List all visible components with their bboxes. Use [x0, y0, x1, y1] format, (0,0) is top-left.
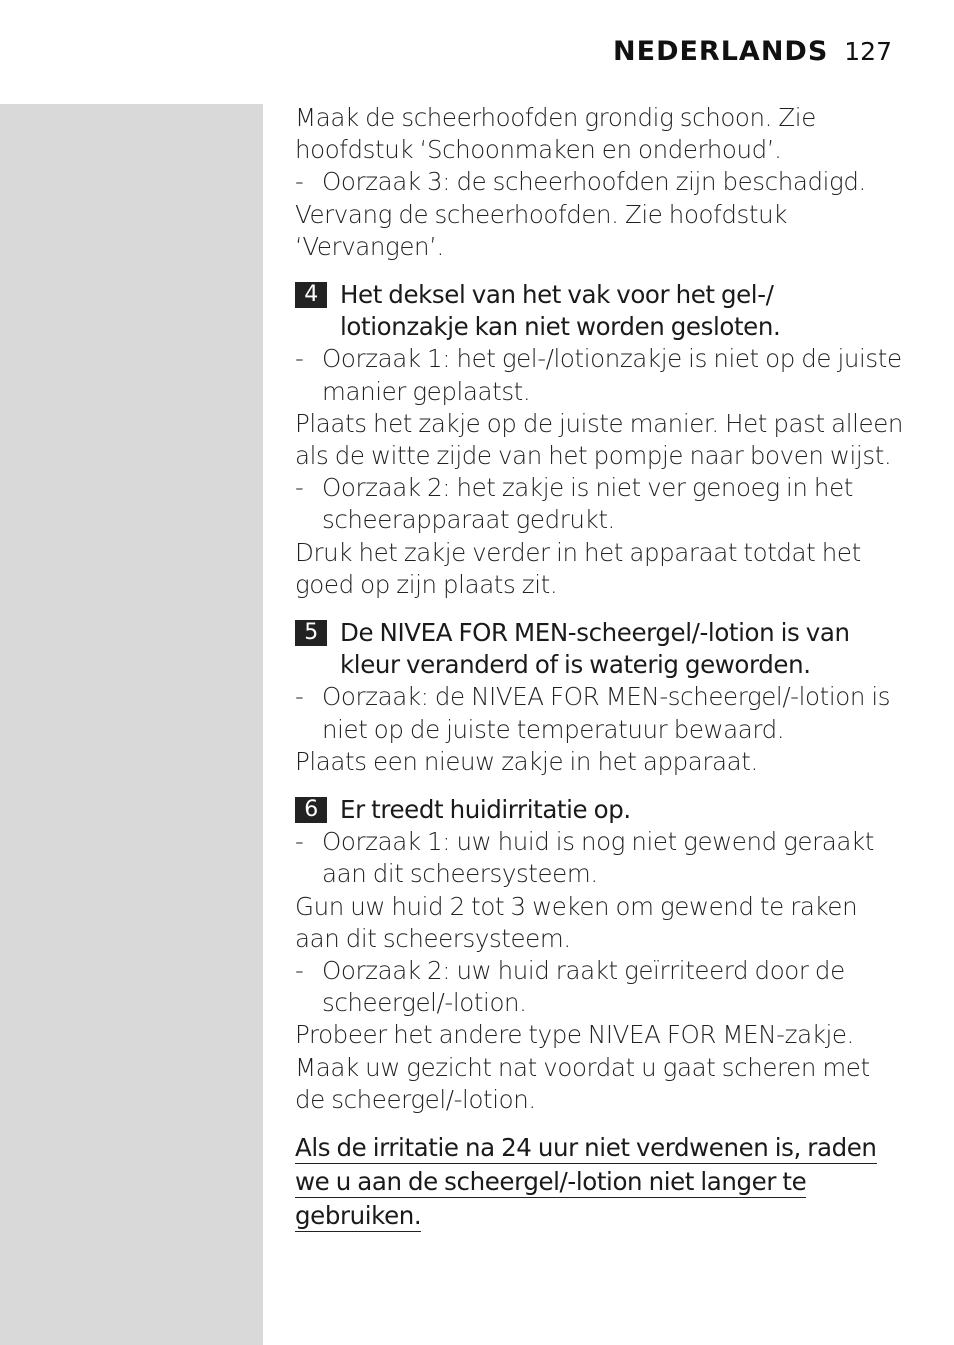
step-6-heading: [295, 794, 905, 826]
bullet-text: Oorzaak 2: het zakje is niet ver genoeg in het scheerapparaat gedrukt.: [322, 473, 853, 535]
warning-line-1: Als de irritatie na 24 uur niet verdwenen is, raden: [295, 1133, 877, 1163]
bullet-dash: -: [295, 344, 304, 374]
bullet-text: Oorzaak 3: de scheerhoofden zijn beschadigd.: [322, 167, 866, 197]
step-4-heading: [295, 279, 905, 343]
step-5-bullet-1: [295, 681, 905, 745]
step-6-paragraph-1: Gun uw huid 2 tot 3 weken om gewend te raken aan dit scheersysteem.: [295, 891, 858, 953]
intro-bullet-1: [295, 166, 905, 198]
language-title: NEDERLANDS: [613, 36, 829, 67]
step-6-paragraph-2: Probeer het andere type NIVEA FOR MEN-zakje. Maak uw gezicht nat voordat u gaat scheren met de scheergel/-lotion.: [295, 1020, 870, 1114]
step-4-bullet-1: [295, 343, 905, 407]
bullet-dash: -: [295, 473, 304, 503]
bullet-dash: -: [295, 956, 304, 986]
step-number-badge: 5: [295, 620, 327, 646]
warning-line-2: we u aan de scheergel/-lotion niet langer te: [295, 1167, 807, 1197]
intro-section: [295, 102, 905, 263]
step-title: De NIVEA FOR MEN-scheergel/-lotion is van kleur veranderd of is waterig geworden.: [340, 618, 850, 680]
bullet-text: Oorzaak: de NIVEA FOR MEN-scheergel/-lotion is niet op de juiste temperatuur bewaard.: [322, 682, 891, 744]
page-number: 127: [844, 37, 892, 66]
page-header: [613, 36, 892, 67]
step-6-bullet-2: [295, 955, 905, 1019]
intro-paragraph-2: Vervang de scheerhoofden. Zie hoofdstuk ‘Vervangen’.: [295, 199, 787, 261]
step-title: Er treedt huidirritatie op.: [340, 795, 631, 825]
step-4-paragraph-1: Plaats het zakje op de juiste manier. Het past alleen als de witte zijde van het pompje naar boven wijst.: [295, 408, 904, 471]
bullet-dash: -: [295, 827, 304, 857]
step-4-paragraph-2: Druk het zakje verder in het apparaat totdat het goed op zijn plaats zit.: [295, 537, 861, 599]
bullet-text: Oorzaak 1: het gel-/lotionzakje is niet op de juiste manier geplaatst.: [322, 344, 902, 406]
step-5-paragraph-1: Plaats een nieuw zakje in het apparaat.: [295, 746, 758, 776]
warning-line-3: gebruiken.: [295, 1201, 422, 1231]
main-content: [295, 102, 905, 1234]
bullet-dash: -: [295, 167, 304, 197]
bullet-dash: -: [295, 682, 304, 712]
step-4-bullet-2: [295, 472, 905, 536]
step-number-badge: 6: [295, 797, 327, 823]
sidebar-panel: [0, 104, 263, 1345]
bullet-text: Oorzaak 2: uw huid raakt geïrriteerd door de scheergel/-lotion.: [322, 956, 845, 1018]
step-title: Het deksel van het vak voor het gel-/ lotionzakje kan niet worden gesloten.: [340, 280, 781, 342]
warning-note: [295, 1132, 905, 1234]
intro-paragraph-1: Maak de scheerhoofden grondig schoon. Zie hoofdstuk ‘Schoonmaken en onderhoud’.: [295, 103, 816, 165]
bullet-text: Oorzaak 1: uw huid is nog niet gewend geraakt aan dit scheersysteem.: [322, 827, 874, 889]
step-number-badge: 4: [295, 282, 327, 308]
step-5-heading: [295, 617, 905, 681]
step-6-bullet-1: [295, 826, 905, 890]
